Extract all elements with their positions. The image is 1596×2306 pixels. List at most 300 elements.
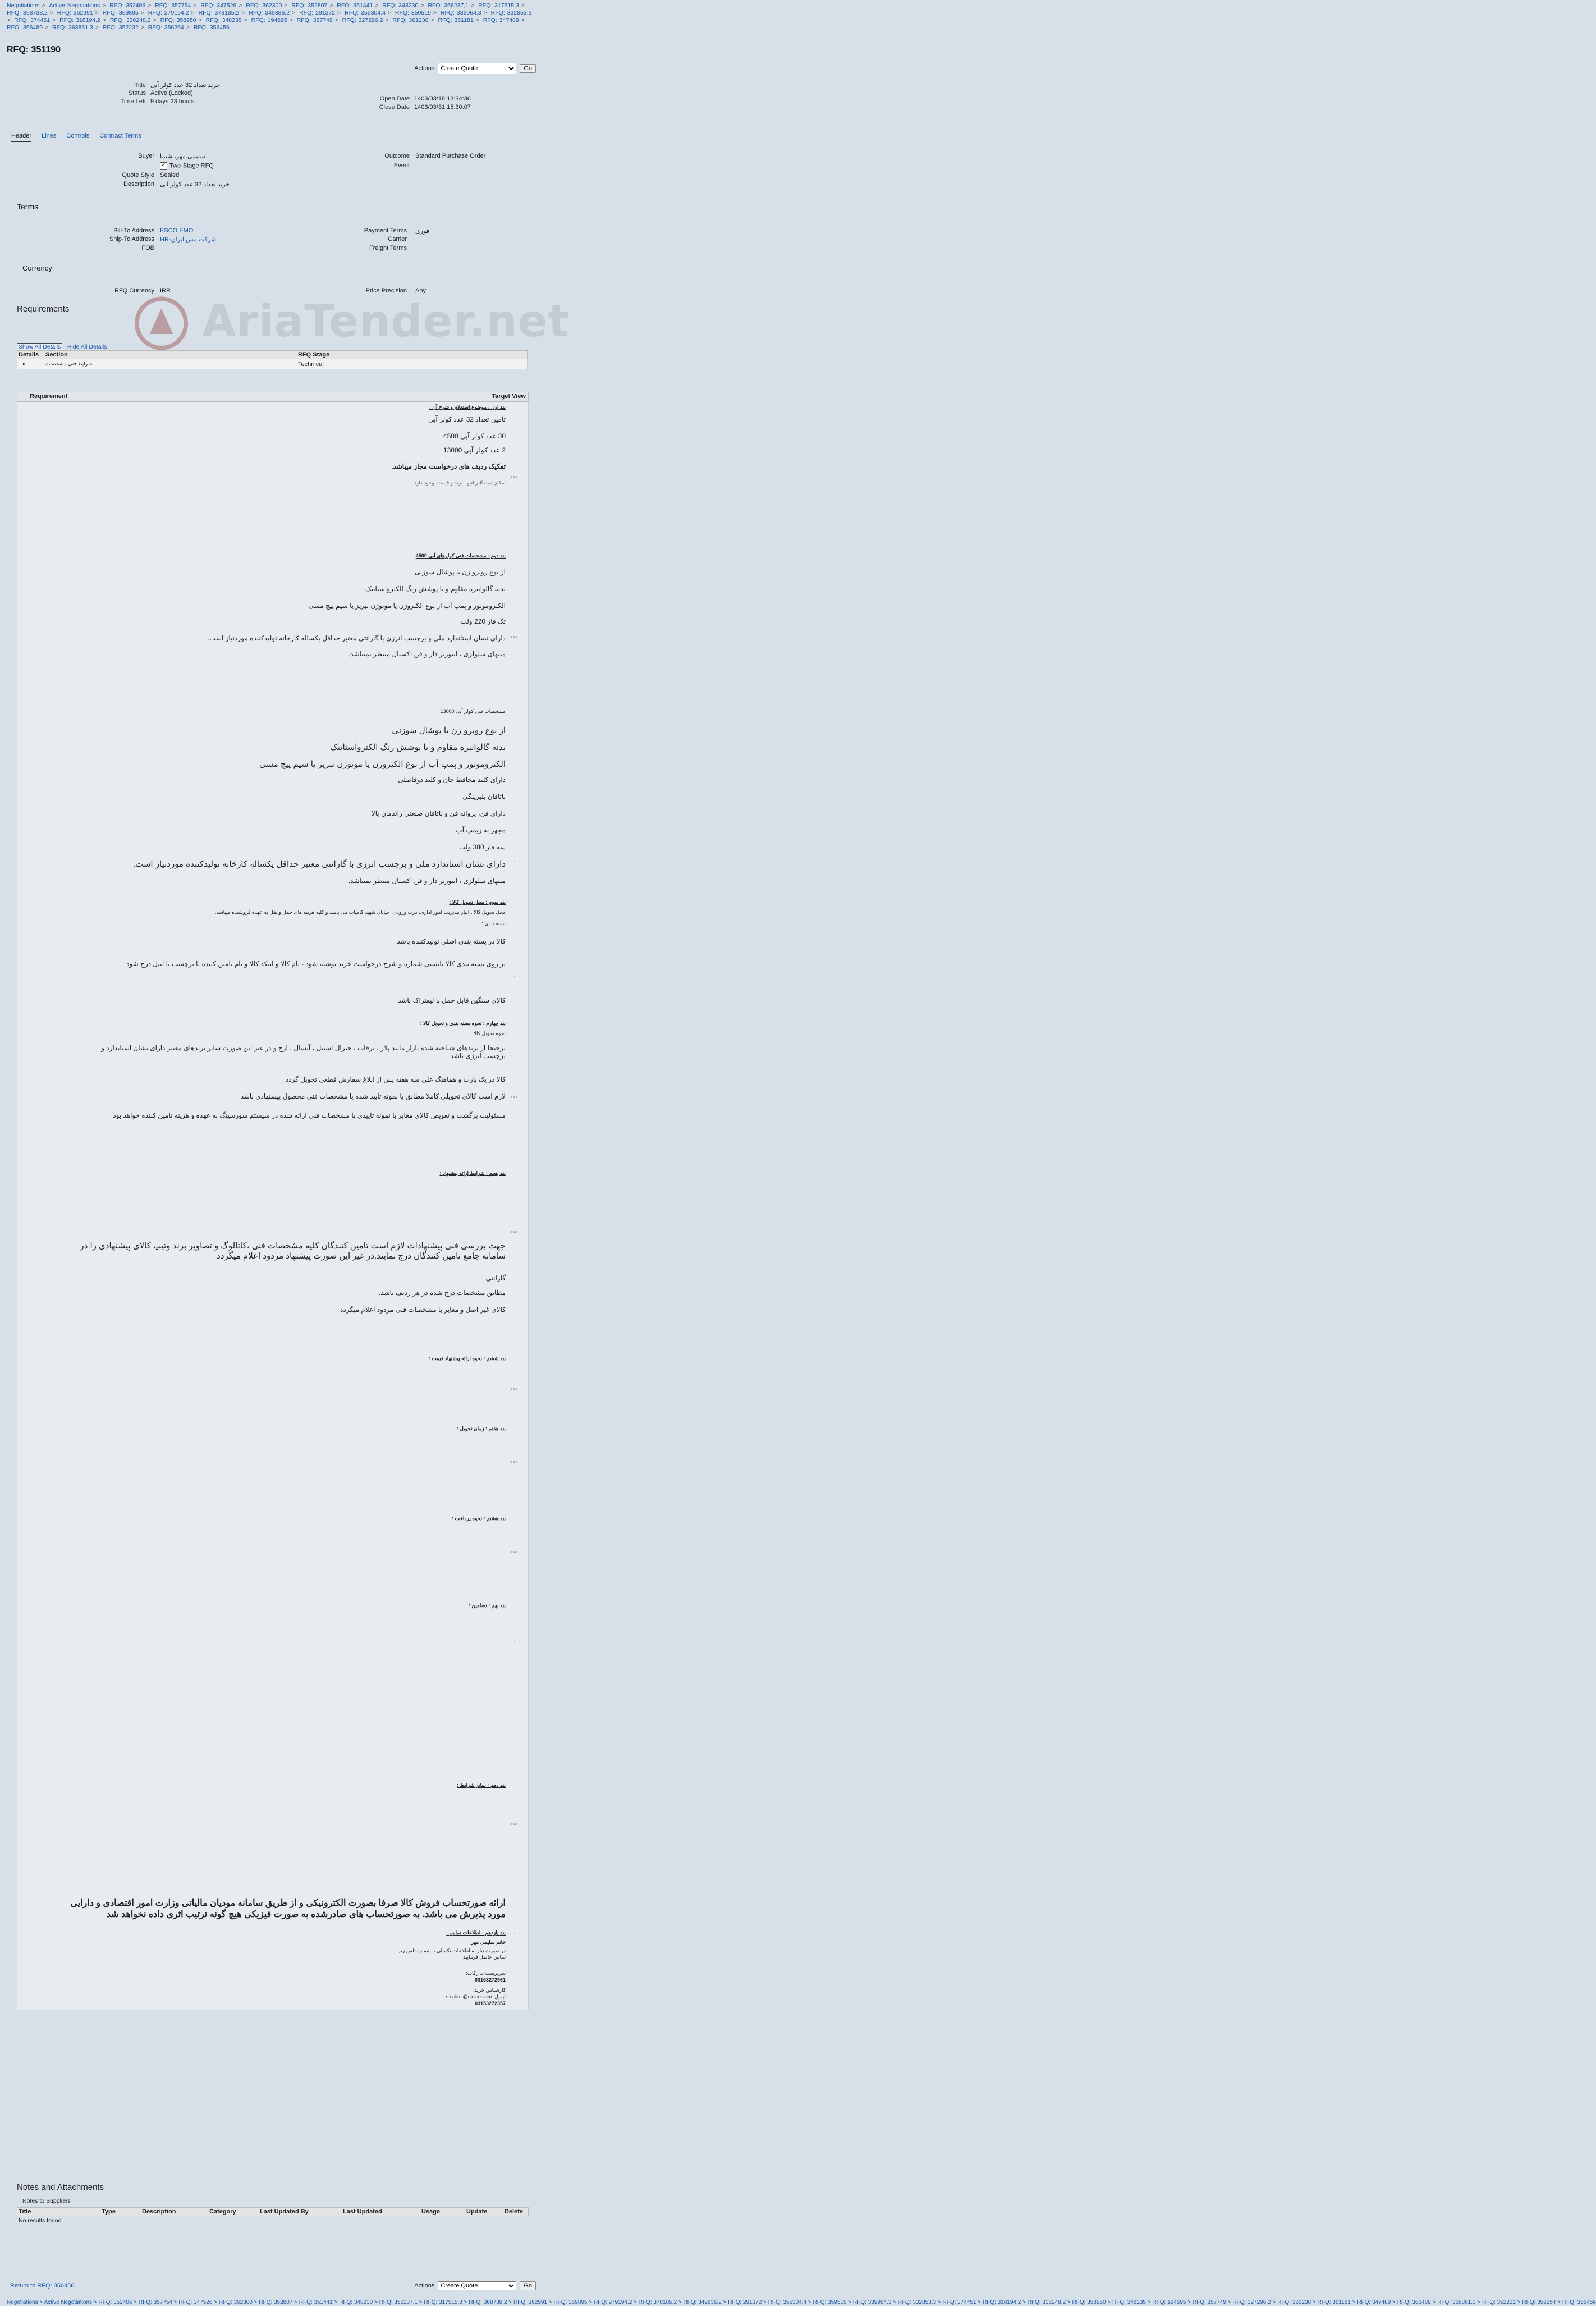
breadcrumb-link[interactable]: RFQ: 356456 [1562, 2299, 1596, 2305]
breadcrumb-separator: > [7, 17, 13, 24]
breadcrumb-separator: > [430, 10, 439, 16]
col-target-view: Target View [492, 393, 526, 400]
breadcrumb-separator: > [239, 10, 247, 16]
req-12-line: سرپرست تدارکات: [466, 1970, 506, 1976]
breadcrumb-link[interactable]: RFQ: 357754 [138, 2299, 172, 2305]
col-update: Update [466, 2208, 488, 2215]
buyer-label: Buyer [138, 153, 154, 159]
req-2-line: از نوع روبرو زن با پوشال سوزنی [414, 568, 506, 576]
req-6-line: گارانتی [485, 1274, 506, 1282]
breadcrumb-link[interactable]: RFQ: 318194,2 [59, 17, 100, 24]
breadcrumb-link[interactable]: RFQ: 374451 [14, 17, 51, 24]
breadcrumb-link[interactable]: RFQ: 349836,2 [249, 10, 290, 16]
breadcrumb-separator: > [1350, 2299, 1357, 2305]
req-1-heading: بند اول : موضوع استعلام و شرح آن : [429, 404, 506, 410]
col-type: Type [102, 2208, 116, 2215]
breadcrumb-separator: > [1271, 2299, 1278, 2305]
breadcrumb-link[interactable]: RFQ: 348230 [339, 2299, 373, 2305]
open-date-label: Open Date [379, 95, 410, 102]
req-5-line: کالا در یک پارت و هماهنگ علی سه هفته پس از ابلاغ سفارش قطعی تحویل گردد [285, 1076, 506, 1083]
breadcrumb-link[interactable]: RFQ: 362991 [57, 10, 93, 16]
rfq-currency-value: IRR [160, 287, 171, 294]
col-section: Section [45, 351, 68, 358]
col-delete: Delete [505, 2208, 524, 2215]
target-view-icon[interactable]: ▫▫▫ [510, 1459, 518, 1466]
breadcrumb-separator: > [507, 2299, 513, 2305]
breadcrumb-separator: > [282, 2, 290, 9]
breadcrumb-separator: > [39, 2, 48, 9]
bill-to-link[interactable]: ESCO EMO [160, 227, 194, 234]
breadcrumb-link[interactable]: RFQ: 349836,2 [683, 2299, 722, 2305]
target-view-icon[interactable]: ▫▫▫ [510, 1549, 518, 1555]
breadcrumb-link[interactable]: RFQ: 327296,2 [1232, 2299, 1271, 2305]
actions-label: Actions [414, 65, 435, 72]
target-view-icon[interactable]: ▫▫▫ [510, 1822, 518, 1828]
req-2-heading: بند دوم : مشخصات فنی کولرهای آبی 4500 [415, 553, 506, 559]
breadcrumb-separator: > [519, 17, 525, 24]
req-12-heading: بند یازدهم : اطلاعات تماس : [446, 1930, 506, 1936]
breadcrumb-separator: > [632, 2299, 639, 2305]
breadcrumb-separator: > [473, 17, 481, 24]
breadcrumb-link[interactable]: RFQ: 356456 [193, 24, 230, 31]
breadcrumb-link[interactable]: RFQ: 318194,2 [982, 2299, 1021, 2305]
footer-go-button[interactable]: Go [520, 2281, 536, 2290]
breadcrumb-link[interactable]: RFQ: 351441 [337, 2, 373, 9]
breadcrumb-link[interactable]: RFQ: 356254 [148, 24, 184, 31]
breadcrumb-separator: > [1391, 2299, 1397, 2305]
breadcrumb-link[interactable]: RFQ: 339964,3 [440, 10, 481, 16]
breadcrumb-link[interactable]: RFQ: 332853,3 [490, 10, 532, 16]
price-precision-label: Price Precision [365, 287, 407, 294]
breadcrumb [7, 2, 537, 31]
tab-header[interactable]: Header [11, 132, 31, 142]
rfq-currency-label: RFQ Currency [114, 287, 154, 294]
col-rfq-stage: RFQ Stage [298, 351, 330, 358]
title-value: خرید تعداد 32 عدد کولر آبی [150, 82, 221, 89]
breadcrumb-separator: > [1430, 2299, 1438, 2305]
target-view-icon[interactable]: ▫▫▫ [510, 634, 518, 640]
req-4-heading: بند سوم : محل تحویل کالا : [449, 899, 506, 905]
quote-style-label: Quote Style [122, 172, 154, 179]
breadcrumb-link[interactable]: RFQ: 194695 [251, 17, 287, 24]
status-label: Status [128, 90, 146, 97]
req-4-line: بر روی بسته بندی کالا بایستی شماره و شرح درخواست خرید نوشته شود - نام کالا و اینکد کالا و نام تامین کننده یا برچسب یا لیبل درج شود [126, 960, 506, 968]
breadcrumb-separator: > [92, 2299, 99, 2305]
breadcrumb-link[interactable]: RFQ: 352807 [259, 2299, 293, 2305]
req-10-heading: بند نهم : تضامین : [468, 1603, 506, 1608]
quote-style-value: Sealed [160, 172, 180, 179]
breadcrumb-link[interactable]: RFQ: 336248,2 [1027, 2299, 1066, 2305]
status-value: Active (Locked) [150, 90, 193, 97]
timeleft-value: 9 days 23 hours [150, 98, 195, 105]
req-1-line: تفکیک ردیف های درخواست مجاز میباشد. [391, 463, 506, 470]
breadcrumb-link[interactable]: RFQ: 348235 [1112, 2299, 1146, 2305]
tab-lines[interactable]: Lines [42, 132, 57, 139]
breadcrumb-link[interactable]: RFQ: 361181 [1317, 2299, 1351, 2305]
notes-subheading: Notes to Suppliers [22, 2198, 71, 2204]
breadcrumb-separator: > [385, 10, 393, 16]
req-6-line: جهت بررسی فنی پیشنهادات لازم است تامین کنندگان کلیه مشخصات فنی ،کاتالوگ و تصاویر برند وتیپ کالای پیشنهادی را در سامانه جامع تامین کنندگان درج نمایند.در غیر این صورت پیشنهاد مردود اعلام میگردد [80, 1241, 506, 1261]
breadcrumb-separator: > [1556, 2299, 1562, 2305]
breadcrumb-link[interactable]: RFQ: 356254 [1522, 2299, 1556, 2305]
breadcrumb-separator: > [196, 17, 204, 24]
req-12-line: خانم سلیمی مهر [471, 1939, 506, 1945]
description-label: Description [123, 181, 154, 187]
breadcrumb-link[interactable]: RFQ: 279194,2 [593, 2299, 632, 2305]
requirements-sections-table [17, 350, 528, 369]
breadcrumb-link[interactable]: RFQ: 279194,2 [148, 10, 189, 16]
notes-empty: No results found [19, 2217, 62, 2224]
breadcrumb-link[interactable]: RFQ: 357749 [296, 17, 333, 24]
breadcrumb-separator: > [332, 2299, 340, 2305]
breadcrumb-link[interactable]: RFQ: 361238 [1277, 2299, 1311, 2305]
req-1-line: 30 عدد کولر آبی 4500 [443, 432, 506, 440]
breadcrumb-separator: > [241, 17, 250, 24]
breadcrumb-separator: > [290, 10, 298, 16]
req-2-line: تک فاز 220 ولت [460, 617, 506, 625]
summary-panel [0, 81, 545, 115]
two-stage-checkbox[interactable] [160, 162, 167, 170]
req-1-line: تامین تعداد 32 عدد کولر آبی [428, 415, 506, 423]
breadcrumb-separator: > [1515, 2299, 1522, 2305]
req-3-line: منتهای سلولزی ، اینورتر دار و فن اکسیال منتظر نمیباشد. [348, 877, 506, 885]
req-12-line: 03153272961 [474, 1977, 506, 1983]
breadcrumb-separator: > [292, 2299, 299, 2305]
breadcrumb-separator: > [806, 2299, 813, 2305]
breadcrumb-link[interactable]: RFQ: 291372 [728, 2299, 762, 2305]
req-3-line: دارای کلید محافظ جان و کلید دوفاصلی [398, 776, 506, 784]
req-12-line: ارائه صورتحساب فروش کالا صرفا بصورت الکترونیکی و از طریق سامانه مودیان مالیاتی وزارت امور اقتصادی و دارایی مورد پذیرش می باشد. به صورتحساب های صادرشده به صورت فیزیکی هیچ گونه ترتیب اثری داده نخواهد شد [70, 1898, 506, 1919]
col-last-updated: Last Updated [343, 2208, 382, 2215]
breadcrumb-separator: > [138, 24, 146, 31]
req-5-heading: بند چهارم : نحوه بسته بندی و تحویل کالا : [420, 1021, 506, 1026]
breadcrumb-link[interactable]: RFQ: 339964,3 [852, 2299, 892, 2305]
breadcrumb-separator: > [47, 10, 56, 16]
breadcrumb-separator: > [1106, 2299, 1112, 2305]
breadcrumb-link[interactable]: RFQ: 366489 [1397, 2299, 1431, 2305]
tab-bar [11, 132, 141, 142]
breadcrumb-separator: > [373, 2, 381, 9]
timeleft-label: Time Left [120, 98, 146, 105]
close-date-label: Close Date [379, 104, 410, 111]
footer-breadcrumb [7, 2299, 1596, 2306]
breadcrumb-link[interactable]: RFQ: 378185,2 [198, 10, 240, 16]
target-view-icon[interactable]: ▫▫▫ [510, 1387, 518, 1393]
breadcrumb-separator: > [100, 17, 108, 24]
breadcrumb-link[interactable]: Negotiations [7, 2299, 38, 2305]
breadcrumb-separator: > [1021, 2299, 1028, 2305]
breadcrumb-separator: > [132, 2299, 139, 2305]
breadcrumb-separator: > [677, 2299, 684, 2305]
footer-actions-select[interactable] [438, 2281, 516, 2290]
breadcrumb-separator: > [145, 2, 154, 9]
breadcrumb-link[interactable]: RFQ: 317515,3 [478, 2, 519, 9]
target-view-icon[interactable]: ▫▫▫ [510, 859, 518, 865]
breadcrumb-separator: > [327, 2, 336, 9]
breadcrumb-link[interactable]: RFQ: 356237,1 [379, 2299, 418, 2305]
breadcrumb-separator: > [43, 24, 51, 31]
show-hide-links: Show All Details | Hide All Details [17, 344, 107, 350]
breadcrumb-link[interactable]: RFQ: 378185,2 [638, 2299, 677, 2305]
req-4-line: کالا در بسته بندی اصلی تولیدکننده باشد [397, 937, 506, 945]
notes-heading: Notes and Attachments [17, 2183, 104, 2192]
breadcrumb-link[interactable]: RFQ: 358950 [1072, 2299, 1106, 2305]
target-view-icon[interactable]: ▫▫▫ [510, 1931, 518, 1937]
breadcrumb-link[interactable]: Negotiations [7, 2, 40, 9]
hide-all-details-link[interactable]: Hide All Details [67, 344, 107, 350]
breadcrumb-separator: > [721, 2299, 728, 2305]
req-3-line: باتاقان بلبرینگی [462, 793, 506, 800]
req-5-line: مسئولیت برگشت و تعویض کالای مغایر با نمونه تاییدی یا مشخصات فنی ارائه شده در سیستم سورسینگ به عهده و هزینه تامین کننده خواهد بود [113, 1111, 506, 1119]
fob-label: FOB [141, 245, 154, 251]
breadcrumb-link[interactable]: RFQ: 369895 [102, 10, 139, 16]
breadcrumb-link[interactable]: RFQ: 347526 [178, 2299, 213, 2305]
tab-controls[interactable]: Controls [66, 132, 90, 139]
requirements-heading: Requirements [17, 304, 70, 314]
breadcrumb-link[interactable]: RFQ: 358950 [160, 17, 196, 24]
col-description: Description [142, 2208, 176, 2215]
req-3-line: دارای نشان استاندارد ملی و برچسب انرژی با گارانتی معتبر حداقل یکساله کارخانه تولیدکننده موردنیاز است. [132, 859, 506, 869]
col-requirement: Requirement [30, 393, 68, 400]
req-7-heading: بند ششم : نحوه ارائه پیشنهاد قیمت : [428, 1356, 506, 1361]
outcome-value: Standard Purchase Order [415, 153, 486, 159]
breadcrumb-link[interactable]: RFQ: 356237,1 [428, 2, 469, 9]
payment-terms-value: فوری [415, 228, 429, 235]
breadcrumb-link[interactable]: RFQ: 355304,4 [768, 2299, 807, 2305]
breadcrumb-separator: > [469, 2, 477, 9]
req-3-line: سه فاز 380 ولت [459, 843, 506, 851]
freight-terms-label: Freight Terms [369, 245, 407, 251]
breadcrumb-link[interactable]: RFQ: 336248,2 [109, 17, 151, 24]
req-2-line: دارای نشان استاندارد ملی و برچسب انرژی با گارانتی معتبر حداقل یکساله کارخانه تولیدکننده موردنیاز است. [207, 634, 506, 642]
footer-actions-label: Actions [414, 2282, 435, 2289]
req-4-line: بسته بندی : [481, 921, 506, 926]
breadcrumb-separator: > [462, 2299, 469, 2305]
breadcrumb-separator: > [1475, 2299, 1482, 2305]
breadcrumb-link[interactable]: RFQ: 361238 [392, 17, 429, 24]
terms-heading: Terms [17, 202, 39, 211]
page-title: RFQ: 351190 [7, 45, 61, 54]
breadcrumb-separator: > [150, 17, 159, 24]
breadcrumb-separator: > [1186, 2299, 1193, 2305]
breadcrumb-separator: > [519, 2, 525, 9]
breadcrumb-separator: > [38, 2299, 44, 2305]
breadcrumb-link[interactable]: RFQ: 327296,2 [342, 17, 383, 24]
breadcrumb-link[interactable]: RFQ: 348235 [205, 17, 242, 24]
req-3-line: مجهز به ژیمپ آب [456, 826, 506, 834]
req-12-line: ایمیل: s.salimi@nicico.com [446, 1994, 506, 2000]
col-title: Title [19, 2208, 31, 2215]
watermark [129, 291, 570, 358]
breadcrumb-separator: > [189, 10, 197, 16]
breadcrumb-separator: > [481, 10, 489, 16]
col-details: Details [19, 351, 39, 358]
requirement-header-bar [17, 392, 529, 402]
breadcrumb-link[interactable]: RFQ: 347526 [200, 2, 237, 9]
target-view-icon[interactable]: ▫▫▫ [510, 474, 518, 481]
breadcrumb-separator: > [383, 17, 391, 24]
breadcrumb-separator: > [287, 17, 295, 24]
req-3-line: از نوع روبرو زن با پوشال سوزنی [392, 726, 506, 735]
actions-select[interactable] [438, 63, 516, 74]
breadcrumb-separator: > [138, 10, 146, 16]
tab-contract-terms[interactable]: Contract Terms [99, 132, 141, 139]
show-all-details-link[interactable]: Show All Details [17, 343, 62, 351]
breadcrumb-link[interactable]: RFQ: 351441 [299, 2299, 333, 2305]
col-usage: Usage [421, 2208, 441, 2215]
breadcrumb-link[interactable]: Active Negotiations [49, 2, 100, 9]
ship-to-link[interactable]: HR-شرکت مس ایران [160, 236, 217, 243]
breadcrumb-separator: > [172, 2299, 179, 2305]
req-5-line: ترجیحا از برندهای شناخته شده بازار مانند پلار ، برفاب ، جنرال استیل ، آبسال ، ارج و در غیر این صورت سایر برندهای معتبر دارای نشان استاندارد و برچسب انرژی باشد [101, 1044, 506, 1060]
stage-value: Technical [298, 361, 324, 368]
buyer-value: سلیمی مهر، شیما [160, 153, 205, 160]
breadcrumb-link[interactable]: RFQ: 347489 [483, 17, 519, 24]
req-3-line: دارای فن، پروانه فن و باتاقان صنعتی راندمان بالا [371, 809, 506, 817]
target-view-icon[interactable]: ▫▫▫ [510, 974, 518, 980]
bill-to-label: Bill-To Address [113, 227, 154, 234]
breadcrumb-link[interactable]: RFQ: 348230 [382, 2, 419, 9]
two-stage-field [160, 162, 214, 170]
breadcrumb-separator: > [976, 2299, 983, 2305]
breadcrumb-link[interactable]: RFQ: 352406 [109, 2, 146, 9]
breadcrumb-link[interactable]: RFQ: 355304,4 [345, 10, 386, 16]
breadcrumb-separator: > [762, 2299, 768, 2305]
breadcrumb-link[interactable]: RFQ: 359519 [813, 2299, 847, 2305]
target-view-icon[interactable]: ▫▫▫ [510, 1095, 518, 1101]
breadcrumb-link[interactable]: RFQ: 352232 [1482, 2299, 1516, 2305]
req-3-line: الکتروموتور و پمپ آب از نوع الکتروژن یا موتوژن تبریز یا سیم پیچ مسی [259, 759, 506, 769]
breadcrumb-link[interactable]: RFQ: 352406 [98, 2299, 132, 2305]
event-label: Event [393, 162, 410, 169]
breadcrumb-separator: > [100, 2, 108, 9]
col-last-updated-by: Last Updated By [260, 2208, 309, 2215]
breadcrumb-link[interactable]: RFQ: 347489 [1357, 2299, 1391, 2305]
breadcrumb-link[interactable]: RFQ: 362300 [246, 2, 282, 9]
req-4-line: کالای سنگین قابل حمل با لیفتراک باشد [398, 996, 506, 1004]
notes-table-header [17, 2207, 529, 2216]
breadcrumb-separator: > [252, 2299, 259, 2305]
breadcrumb-separator: > [418, 2, 426, 9]
req-12-line: در صورت نیاز به اطلاعات تکمیلی با شماره تلفن زیر تماس حاصل فرمایید [398, 1948, 506, 1960]
req-2-line: منتهای سلولزی ، اینورتر دار و فن اکسیال منتظر نمیباشد. [348, 650, 506, 658]
breadcrumb-separator: > [332, 17, 341, 24]
req-1-line: امکان ثبت آلترناتیو ، برند و قیمت، وجود دارد . [411, 480, 506, 486]
breadcrumb-separator: > [891, 2299, 898, 2305]
breadcrumb-link[interactable]: RFQ: 357749 [1192, 2299, 1226, 2305]
req-3-line: بدنه گالوانیزه مقاوم و با پوشش رنگ الکترواستاتیک [330, 743, 506, 752]
target-view-icon[interactable]: ▫▫▫ [510, 1639, 518, 1645]
payment-terms-label: Payment Terms [364, 227, 407, 234]
req-5-line: نحوه تحویل کالا: [472, 1031, 506, 1036]
expand-icon[interactable]: ▸ [23, 361, 26, 367]
breadcrumb-separator: > [212, 2299, 219, 2305]
breadcrumb-separator: > [1226, 2299, 1233, 2305]
breadcrumb-link[interactable]: RFQ: 357754 [155, 2, 191, 9]
ship-to-label: Ship-To Address [109, 236, 154, 243]
breadcrumb-link[interactable]: RFQ: 368738,2 [7, 10, 48, 16]
breadcrumb-link[interactable]: RFQ: 369895 [553, 2299, 588, 2305]
breadcrumb-separator: > [335, 10, 343, 16]
breadcrumb-link[interactable]: RFQ: 317515,3 [424, 2299, 462, 2305]
req-2-line: الکتروموتور و پمپ آب از نوع الکتروژن یا موتوژن تبریز یا سیم پیچ مسی [308, 602, 506, 610]
outcome-label: Outcome [384, 153, 410, 159]
req-9-heading: بند هشتم : نحوه پرداخت : [452, 1516, 506, 1521]
breadcrumb-separator: > [236, 2, 245, 9]
breadcrumb-link[interactable]: Active Negotiations [44, 2299, 93, 2305]
footer-actions [414, 2281, 536, 2290]
breadcrumb-separator: > [547, 2299, 554, 2305]
breadcrumb-separator: > [191, 2, 199, 9]
req-6-line: مطابق مشخصات درج شده در هر ردیف باشد. [378, 1289, 506, 1297]
breadcrumb-separator: > [1311, 2299, 1318, 2305]
actions-bar [414, 63, 536, 74]
req-2-line: بدنه گالوانیزه مقاوم و با پوشش رنگ الکترواستاتیک [365, 585, 506, 593]
req-4-line: محل تحویل کالا ، انبار مدیریت امور اداری، درب ورودی، خیابان شهید کامیاب می باشد و کلیه هزینه های حمل و نقل به عهده فروشنده میباشد. [214, 909, 506, 915]
breadcrumb-link[interactable]: RFQ: 352807 [291, 2, 328, 9]
breadcrumb-separator: > [93, 24, 101, 31]
return-link[interactable]: Return to RFQ: 356456 [10, 2282, 75, 2289]
two-stage-label: Two-Stage RFQ [169, 162, 214, 170]
breadcrumb-link[interactable]: RFQ: 332853,3 [897, 2299, 937, 2305]
breadcrumb-link[interactable]: RFQ: 361181 [438, 17, 474, 24]
breadcrumb-link[interactable]: RFQ: 359519 [395, 10, 431, 16]
col-category: Category [209, 2208, 236, 2215]
breadcrumb-separator: > [846, 2299, 853, 2305]
breadcrumb-link[interactable]: RFQ: 291372 [299, 10, 336, 16]
section-value: شرایط فنی مشخصات [45, 361, 93, 367]
req-11-heading: بند دهم : سایر شرایط : [457, 1782, 506, 1788]
go-button[interactable]: Go [520, 64, 536, 73]
breadcrumb-link[interactable]: RFQ: 194695 [1152, 2299, 1186, 2305]
watermark-logo-icon [135, 295, 188, 351]
req-5-line: لازم است کالای تحویلی کاملا مطابق با نمونه تایید شده یا مشخصات فنی محصول پیشنهادی باشد [240, 1092, 506, 1100]
req-6-line: کالای غیر اصل و مغایر با مشخصات فنی مردود اعلام میگردد [340, 1306, 506, 1314]
open-date-value: 1403/03/18 13:34:36 [414, 95, 471, 102]
breadcrumb-link[interactable]: RFQ: 368738,2 [469, 2299, 507, 2305]
watermark-text: AriaTender.net [202, 296, 570, 347]
breadcrumb-separator: > [428, 17, 437, 24]
breadcrumb-link[interactable]: RFQ: 362991 [513, 2299, 548, 2305]
breadcrumb-separator: > [373, 2299, 379, 2305]
breadcrumb-link[interactable]: RFQ: 362300 [218, 2299, 253, 2305]
table-row [17, 359, 528, 369]
breadcrumb-separator: > [936, 2299, 943, 2305]
currency-heading: Currency [22, 264, 52, 272]
req-3-heading: مشخصات فنی کولر آبی 13000 [440, 708, 506, 714]
req-8-heading: بند هفتم : زمان تحویل : [456, 1426, 506, 1431]
target-view-icon[interactable]: ▫▫▫ [510, 1229, 518, 1236]
breadcrumb-separator: > [50, 17, 58, 24]
breadcrumb-separator: > [1066, 2299, 1072, 2305]
breadcrumb-link[interactable]: RFQ: 368861,3 [1437, 2299, 1476, 2305]
carrier-label: Carrier [388, 236, 407, 243]
breadcrumb-link[interactable]: RFQ: 352232 [102, 24, 139, 31]
breadcrumb-separator: > [587, 2299, 594, 2305]
breadcrumb-link[interactable]: RFQ: 368861,3 [52, 24, 93, 31]
close-date-value: 1403/03/31 15:30:07 [414, 104, 471, 111]
price-precision-value: Any [415, 287, 426, 294]
breadcrumb-link[interactable]: RFQ: 366489 [7, 24, 43, 31]
description-value: خرید تعداد 32 عدد کولر آبی [160, 181, 230, 188]
req-12-line: 03153272357 [474, 2001, 506, 2006]
breadcrumb-separator: > [93, 10, 101, 16]
req-12-line: کارشناس خرید: [473, 1987, 506, 1993]
breadcrumb-separator: > [184, 24, 192, 31]
breadcrumb-link[interactable]: RFQ: 374451 [942, 2299, 976, 2305]
title-label: Title [134, 82, 146, 89]
req-1-line: 2 عدد کولر آبی 13000 [443, 446, 506, 454]
